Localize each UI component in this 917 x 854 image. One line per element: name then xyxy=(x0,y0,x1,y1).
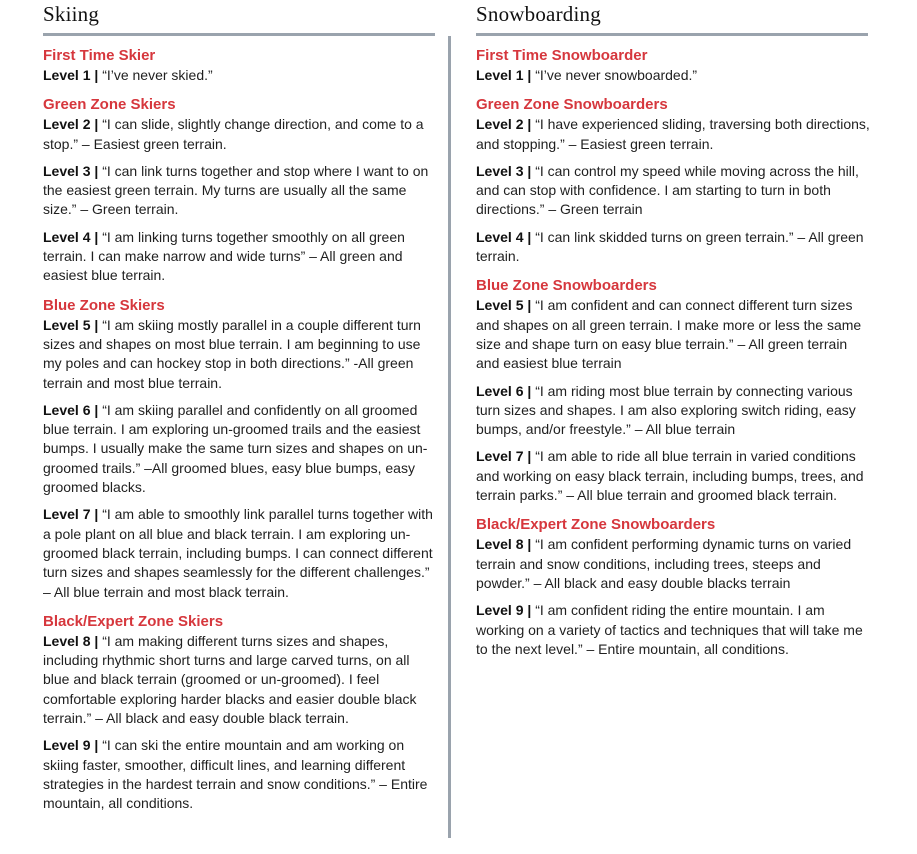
skiing-title: Skiing xyxy=(43,2,100,26)
zone-group xyxy=(476,515,871,659)
snowboarding-header-rule xyxy=(476,33,868,36)
snowboarding-title: Snowboarding xyxy=(476,2,601,26)
level-entry xyxy=(476,115,871,154)
level-entry xyxy=(476,66,871,85)
level-description: “I’ve never skied.” xyxy=(102,67,213,83)
level-description: “I have experienced sliding, traversing both directions, and stopping.” – Easiest green terrain. xyxy=(476,116,870,152)
level-label: Level 1 | xyxy=(476,67,532,83)
level-description: “I am confident performing dynamic turns on varied terrain and snow conditions, including trees, steeps and powder.” – All black and easy double blacks terrain xyxy=(476,536,852,591)
level-description: “I can link skidded turns on green terrain.” – All green terrain. xyxy=(476,228,864,265)
zone-heading: First Time Snowboarder xyxy=(476,47,648,64)
level-entry xyxy=(43,505,435,601)
level-label: Level 9 | xyxy=(476,602,532,619)
level-description: “I am able to smoothly link parallel turns together with a pole plant on all blue and black terrain. I am exploring un-groomed black terrain, including bumps. I can connect different turn sizes and shapes seamlessly for the different challenges.” – All blue terrain and most black terrain. xyxy=(43,506,433,600)
level-description: “I am confident riding the entire mountain. I am working on a variety of tactics and techniques that will take me to the next level.” – Entire mountain, all conditions. xyxy=(476,602,863,657)
level-entry xyxy=(43,632,435,728)
zone-heading: Green Zone Snowboarders xyxy=(476,96,668,114)
zone-heading: Blue Zone Skiers xyxy=(43,296,165,314)
level-label: Level 7 | xyxy=(43,506,99,523)
level-entry xyxy=(43,401,435,497)
level-entry xyxy=(476,162,871,220)
level-label: Level 3 | xyxy=(476,162,532,179)
level-entry xyxy=(476,382,871,440)
level-description: “I can link turns together and stop where I want to on the easiest green terrain. My turns are usually all the same size.” – Green terrain. xyxy=(43,162,429,218)
level-label: Level 8 | xyxy=(43,632,99,649)
level-entry xyxy=(476,447,871,505)
zone-group xyxy=(43,612,435,814)
level-entry xyxy=(43,736,435,813)
zone-group xyxy=(43,46,435,85)
level-entry xyxy=(43,66,435,85)
level-entry xyxy=(43,162,435,220)
level-label: Level 8 | xyxy=(476,536,532,553)
zone-group xyxy=(476,95,871,266)
level-description: “I am confident and can connect different turn sizes and shapes on all green terrain. I make more or less the same size and shape turn on easy blue terrain.” – All green terrain and easiest blue terrain xyxy=(476,297,862,372)
zone-group xyxy=(43,296,435,602)
snowboarding-column xyxy=(476,46,871,669)
zone-heading: Blue Zone Snowboarders xyxy=(476,277,657,295)
skiing-header-rule xyxy=(43,33,435,36)
level-entry xyxy=(476,296,871,373)
zone-heading: Black/Expert Zone Skiers xyxy=(43,612,224,630)
level-label: Level 6 | xyxy=(43,401,99,418)
zone-heading: Green Zone Skiers xyxy=(43,96,176,114)
level-label: Level 2 | xyxy=(43,116,99,133)
level-label: Level 7 | xyxy=(476,448,532,465)
level-label: Level 3 | xyxy=(43,162,99,179)
level-description: “I am skiing mostly parallel in a couple different turn sizes and shapes on most blue terrain. I am beginning to use my poles and can hockey stop in both directions.” -All green terrain and most blue terrain. xyxy=(43,316,421,391)
level-label: Level 5 | xyxy=(43,316,99,333)
skiing-column xyxy=(43,46,435,824)
zone-group xyxy=(476,276,871,505)
level-description: “I can control my speed while moving across the hill, and can stop with confidence. I am starting to turn in both directions.” – Green terrain xyxy=(476,162,859,218)
level-description: “I can ski the entire mountain and am working on skiing faster, smoother, difficult lines, and learning different strategies in the hardest terrain and snow conditions.” – Entire mountain, all conditions. xyxy=(43,737,428,812)
level-label: Level 9 | xyxy=(43,737,99,754)
zone-group xyxy=(476,46,871,85)
level-entry xyxy=(476,228,871,267)
level-entry xyxy=(43,228,435,286)
level-label: Level 1 | xyxy=(43,67,99,83)
zone-heading: First Time Skier xyxy=(43,47,156,64)
level-description: “I am riding most blue terrain by connecting various turn sizes and shapes. I am also exploring switch riding, easy bumps, and/or freestyle.” – All blue terrain xyxy=(476,382,856,438)
level-entry xyxy=(43,316,435,393)
level-label: Level 6 | xyxy=(476,382,532,399)
zone-heading: Black/Expert Zone Snowboarders xyxy=(476,516,716,534)
column-divider xyxy=(448,36,451,838)
level-description: “I am skiing parallel and confidently on all groomed blue terrain. I am exploring un-groomed trails and the easiest bumps. I usually make the same turn sizes and shapes on un-groomed trails.” –All groomed blues, easy blue bumps, easy groomed blacks. xyxy=(43,401,428,496)
level-description: “I’ve never snowboarded.” xyxy=(535,67,698,83)
level-description: “I can slide, slightly change direction, and come to a stop.” – Easiest green terrain. xyxy=(43,116,424,152)
level-description: “I am able to ride all blue terrain in varied conditions and working on easy black terrain, including bumps, trees, and terrain parks.” – All blue terrain and groomed black terrain. xyxy=(476,448,864,504)
zone-group xyxy=(43,95,435,285)
level-description: “I am making different turns sizes and shapes, including rhythmic short turns and large carved turns, on all blue and black terrain (groomed or un-groomed). I feel comfortable exploring harder blacks and easier double black terrain.” – All black and easy double black terrain. xyxy=(43,632,417,727)
level-description: “I am linking turns together smoothly on all green terrain. I can make narrow and wide turns” – All green and easiest blue terrain. xyxy=(43,228,405,284)
level-entry xyxy=(476,601,871,659)
level-entry xyxy=(43,115,435,154)
level-label: Level 4 | xyxy=(476,228,532,245)
level-label: Level 2 | xyxy=(476,116,532,133)
level-entry xyxy=(476,535,871,593)
level-label: Level 4 | xyxy=(43,228,99,245)
level-label: Level 5 | xyxy=(476,297,532,314)
